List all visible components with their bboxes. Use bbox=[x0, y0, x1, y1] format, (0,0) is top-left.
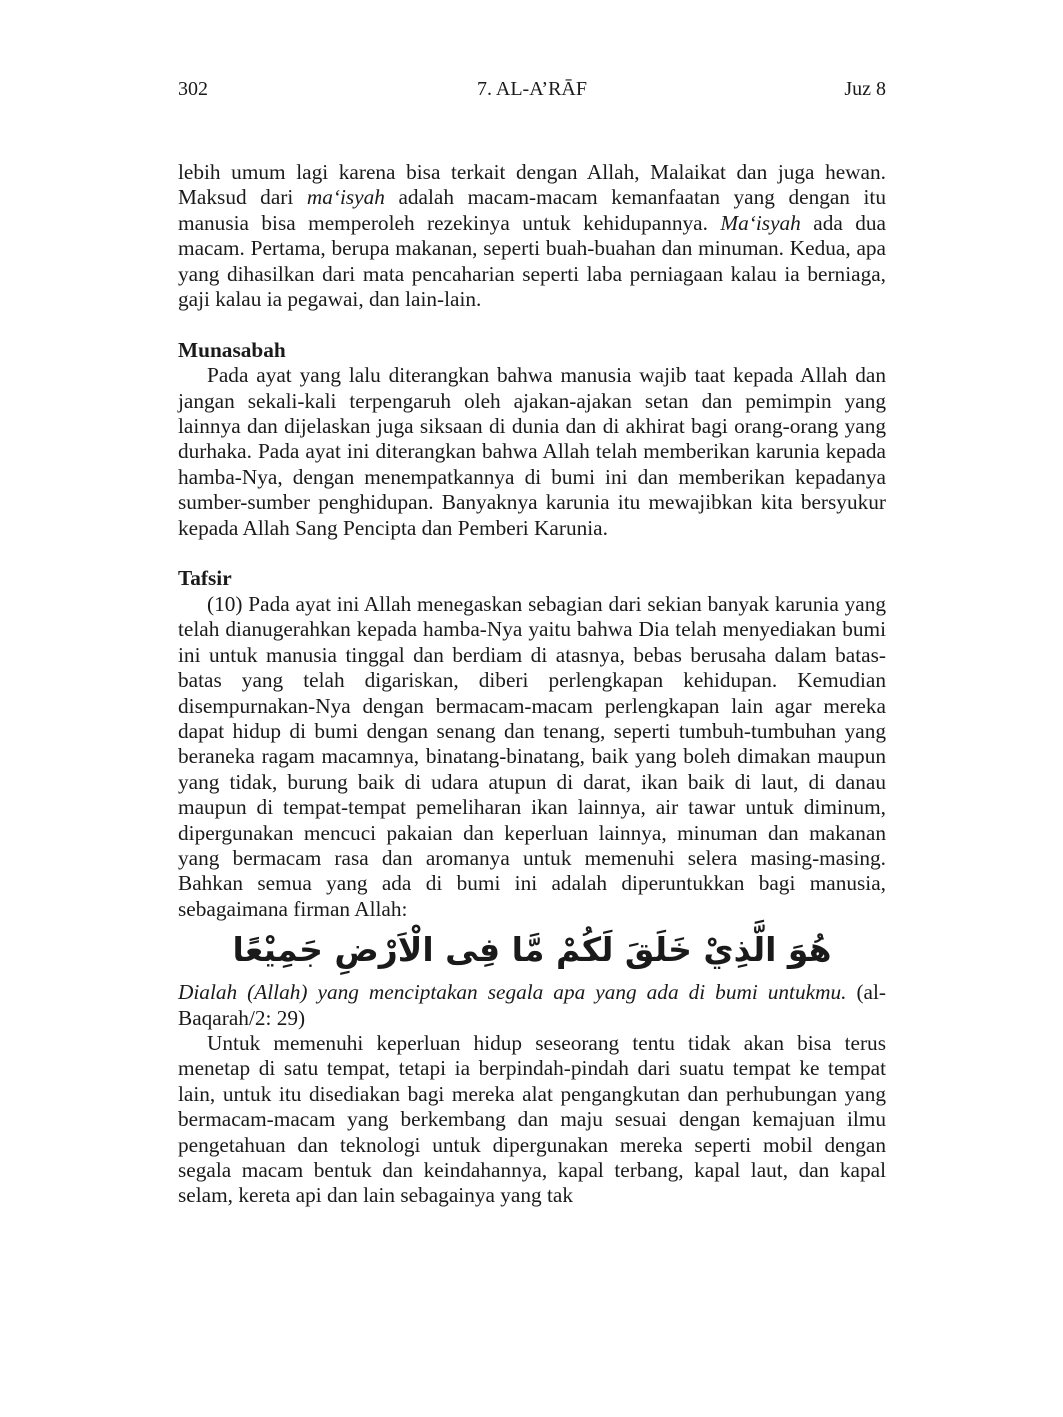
section-heading-munasabah: Munasabah bbox=[178, 337, 286, 362]
paragraph-text: adalah macam-macam kemanfaatan yang dengan itu manusia bisa memperoleh rezekinya untuk kehidupannya. bbox=[178, 185, 886, 235]
translation-text: Dialah (Allah) yang menciptakan segala apa yang ada di bumi untukmu. bbox=[178, 980, 847, 1005]
page-number: 302 bbox=[178, 78, 208, 100]
opening-paragraph bbox=[178, 160, 886, 312]
tafsir-paragraph: (10) Pada ayat ini Allah menegaskan sebagian dari sekian banyak karunia yang telah dianugerahkan kepada hamba-Nya yaitu bahwa Dia telah menyediakan bumi ini untuk manusia tinggal dan berdiam di atasnya, bebas berusaha dalam batas-batas yang telah digariskan, diberi perlengkapan kehidupan. Kemudian disempurnakan-Nya dengan bermacam-macam perlengkapan lain agar mereka dapat hidup di bumi dengan senang dan tenang, seperti tumbuh-tumbuhan yang beraneka ragam macamnya, binatang-binatang, baik yang boleh dimakan maupun yang tidak, burung baik di udara atupun di darat, ikan baik di laut, di danau maupun di tempat-tempat pemeliharan ikan lainnya, air tawar untuk diminum, dipergunakan mencuci pakaian dan keperluan lainnya, minuman dan makanan yang bermacam rasa dan aromanya untuk memenuhi selera masing-masing. Bahkan semua yang ada di bumi ini adalah diperuntukkan bagi manusia, sebagaimana firman Allah: bbox=[178, 591, 886, 921]
section-gap bbox=[178, 541, 886, 566]
juz-label: Juz 8 bbox=[844, 78, 886, 100]
verse-reference: (al-Baqarah/2: 29) bbox=[178, 980, 886, 1030]
section-heading-tafsir: Tafsir bbox=[178, 566, 232, 591]
section-gap bbox=[178, 312, 886, 337]
term-maisyah: ma‘isyah bbox=[306, 185, 385, 210]
paragraph-text: lebih umum lagi karena bisa terkait dengan Allah, Malaikat dan juga hewan. Maksud dari bbox=[178, 160, 886, 210]
page-body bbox=[178, 160, 886, 1209]
running-header bbox=[178, 76, 886, 102]
term-maisyah: Ma‘isyah bbox=[720, 210, 801, 235]
tafsir-paragraph: Untuk memenuhi keperluan hidup seseorang tentu tidak akan bisa terus menetap di satu tempat, tetapi ia berpindah-pindah dari suatu tempat ke tempat lain, untuk itu disediakan bagi mereka alat pengangkutan dan perhubungan yang bermacam-macam yang berkembang dan maju sesuai dengan kemajuan ilmu pengetahuan dan teknologi untuk dipergunakan mereka seperti mobil dengan segala macam bentuk dan keindahannya, kapal terbang, kapal laut, dan kapal selam, kereta api dan lain sebagainya yang tak bbox=[178, 1030, 886, 1208]
quran-verse-arabic: هُوَ الَّذِيْ خَلَقَ لَكُمْ مَّا فِى الْاَرْضِ جَمِيْعًا bbox=[232, 930, 832, 970]
munasabah-paragraph: Pada ayat yang lalu diterangkan bahwa manusia wajib taat kepada Allah dan jangan sekali-kali terpengaruh oleh ajakan-ajakan setan dan pemimpin yang lainnya dan dijelaskan juga siksaan di dunia dan di akhirat bagi orang-orang yang durhaka. Pada ayat ini diterangkan bahwa Allah telah memberikan karunia kepada hamba-Nya, dengan menempatkannya di bumi ini dan memberikan kepadanya sumber-sumber penghidupan. Banyaknya karunia itu mewajibkan kita bersyukur kepada Allah Sang Pencipta dan Pemberi Karunia. bbox=[178, 363, 886, 540]
verse-translation bbox=[178, 980, 886, 1031]
chapter-title: 7. AL-A’RĀF bbox=[476, 78, 587, 100]
paragraph-text: ada dua macam. Pertama, berupa makanan, seperti buah-buahan dan minuman. Kedua, apa yang dihasilkan dari mata pencaharian seperti laba perniagaan kalau ia berniaga, gaji kalau ia pegawai, dan lain-lain. bbox=[178, 210, 886, 312]
